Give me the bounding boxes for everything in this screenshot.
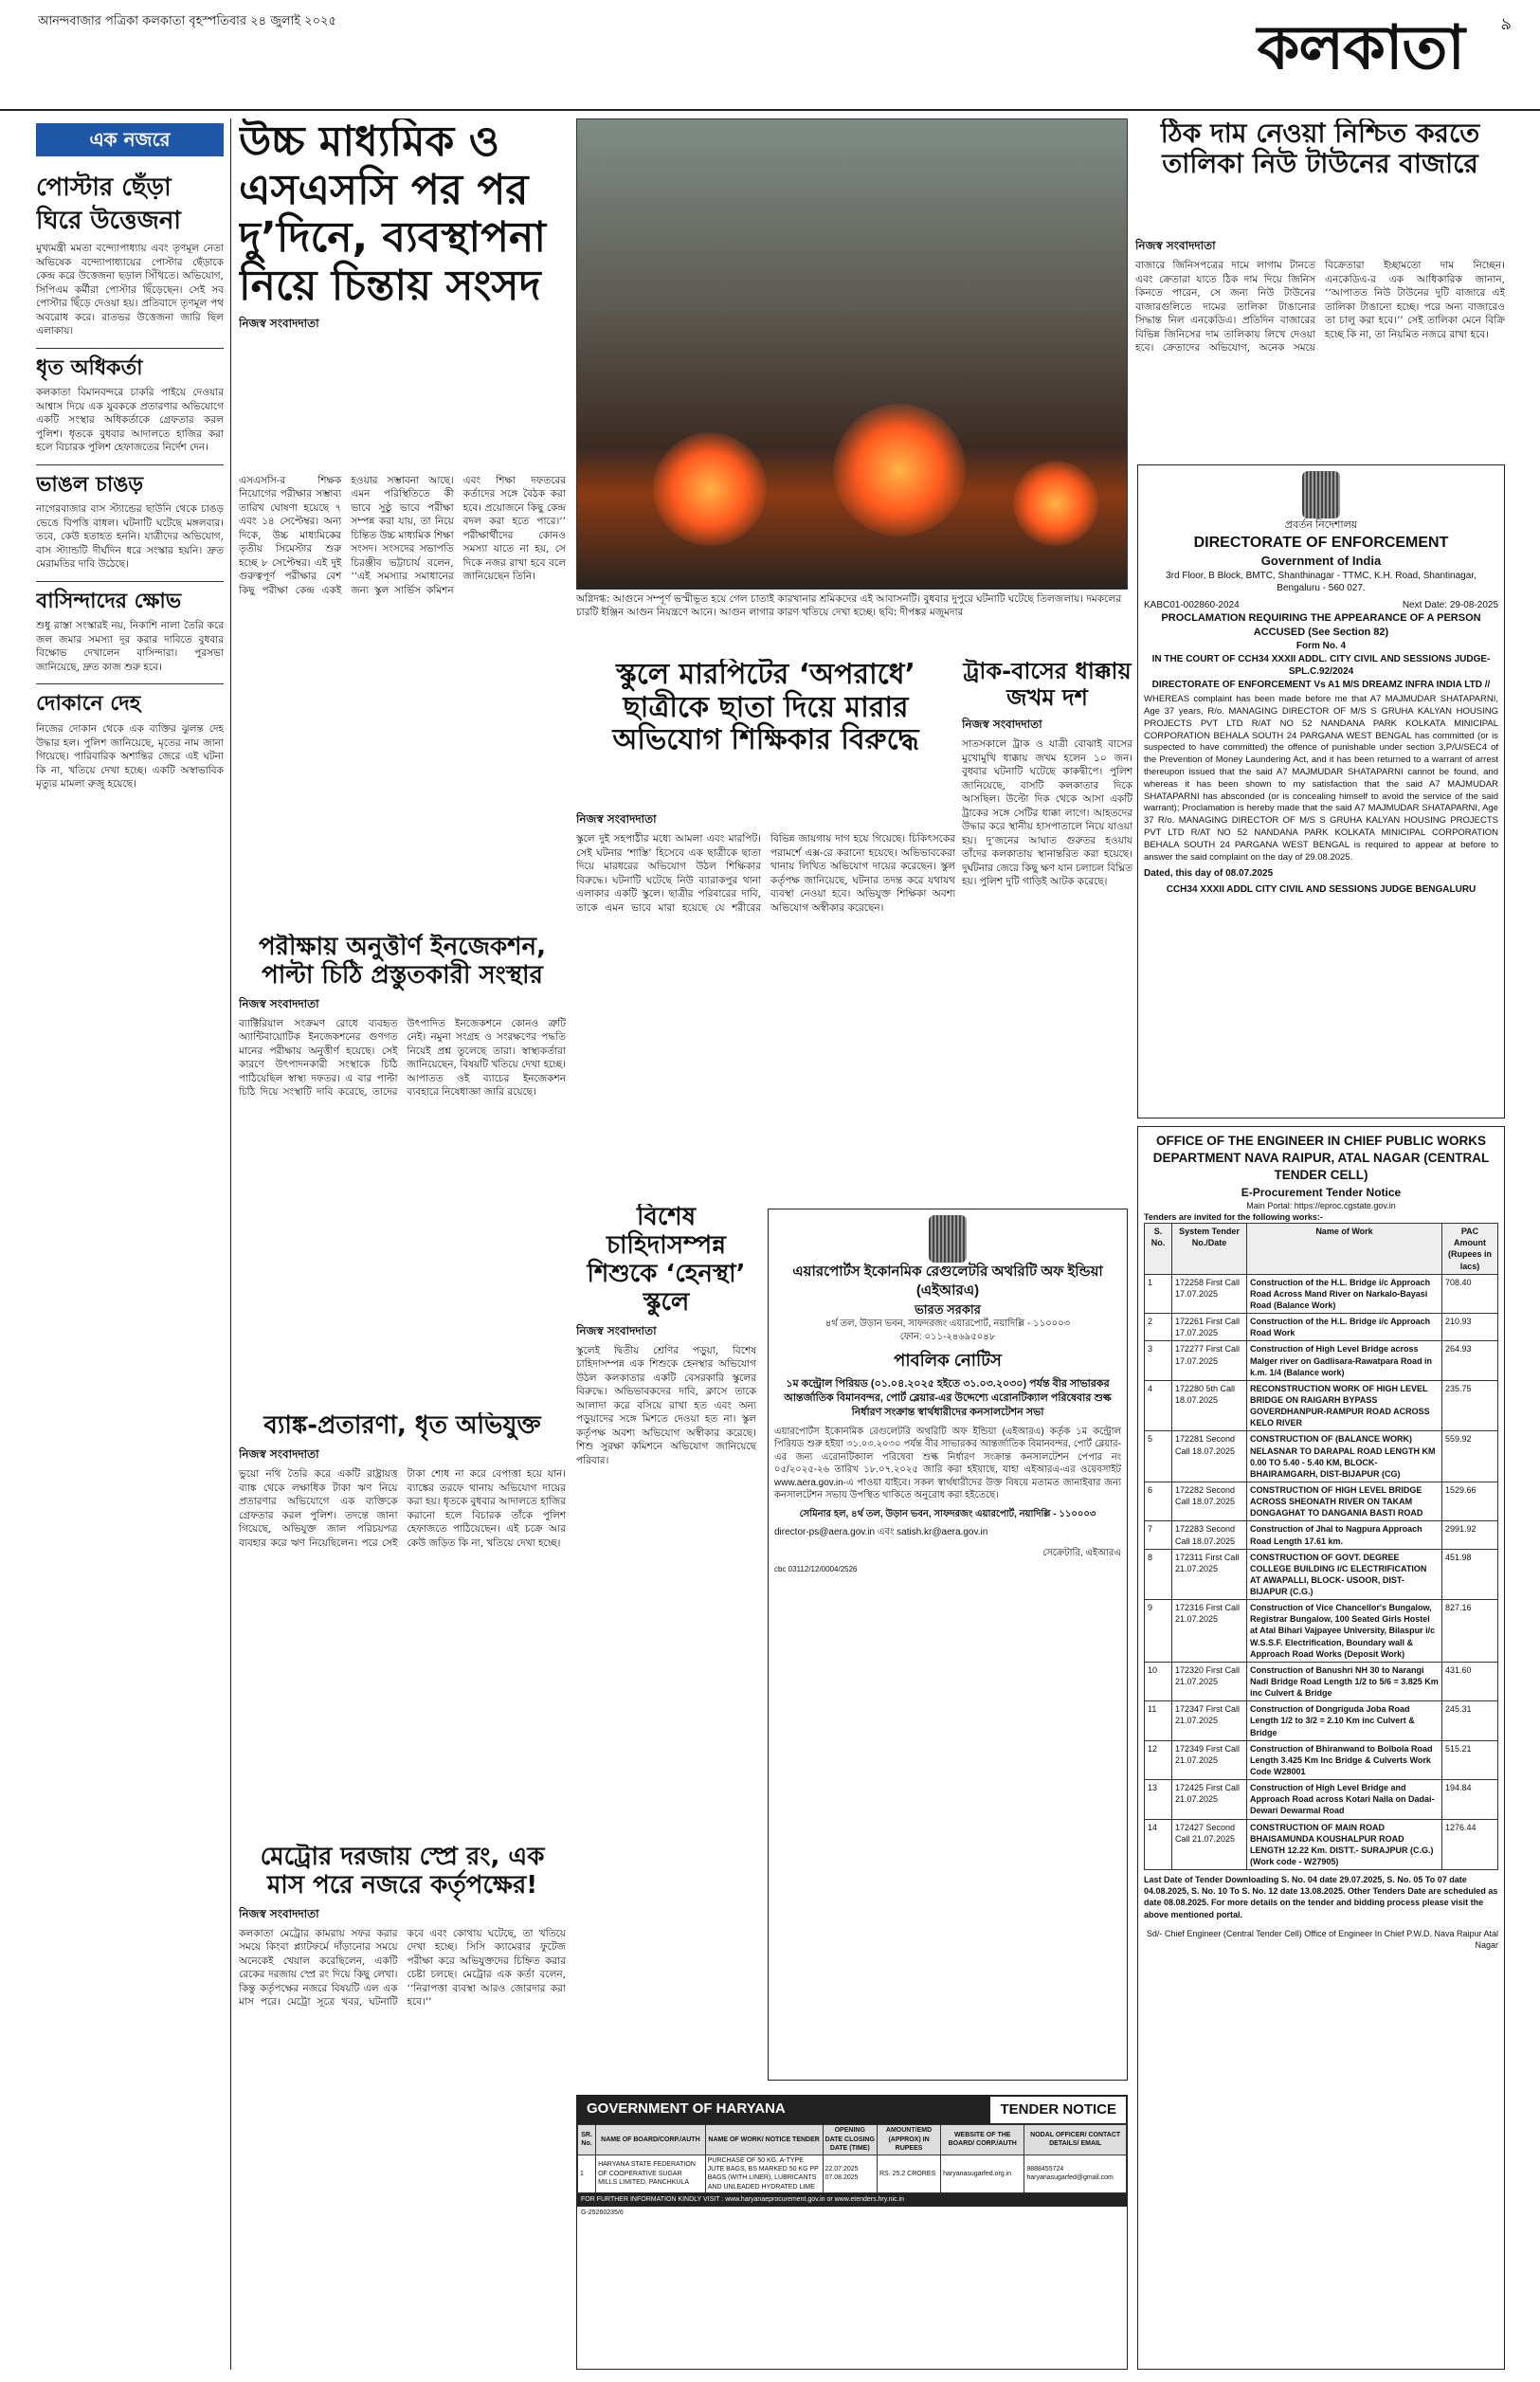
aera-text: এয়ারপোর্টস ইকোনমিক রেগুলেটরি অথরিটি অফ ইন্ডিয়া (এইআরএ) কর্তৃক ১ম কন্ট্রোল পিরিয়ড শুরু হইয়া ৩১.০৩.২০৩০ পর্যন্ত বীর সাভারকর আন্তর্জাতিক বিমানবন্দর, পোর্ট ব্লেয়ার-এর জন্য এরোনটিক্যাল পরিষেবা শুল্ক নির্ধারণ সংক্রান্ত কনসালটেশন পেপার নং ০৫/২০২৫-২৬ তারিখ ১৮.০৭.২০২৫ জারি করা হইয়াছে, যাহা এইআরএ-এর ওয়েবসাইট www.aera.gov.in-এ পাওয়া যাইবে। সকল স্বার্থধারীদের উক্ত বিষয়ে মতামত জানাইবার জন্য কনসালটেশন সভায় উপস্থিত থাকিতে অনুরোধ করা হইতেছে। bbox=[774, 1426, 1121, 1501]
table-cell: 172281 Second Call 18.07.2025 bbox=[1172, 1431, 1247, 1482]
bank-body: ভুয়ো নথি তৈরি করে একটি রাষ্ট্রায়ত্ত ব্যাঙ্ক থেকে লক্ষাধিক টাকা ঋণ নিয়ে প্রতারণার অভিযোগে এক ব্যক্তিকে গ্রেফতার করল পুলিশ। তদন্তে জানা গিয়েছে, অভিযুক্ত জাল পরিচয়পত্র ব্যবহার করে ঋণ নিয়েছিলেন। পরে সেই টাকা শোধ না করে বেপাত্তা হয়ে যান। ব্যাঙ্কের তরফে থানায় অভিযোগ দায়ের করা হয়। ধৃতকে বুধবার আদালতে হাজির করানো হলে বিচারক তাঁকে পুলিশ হেফাজতে পাঠিয়েছেন। এই চক্রে আর কেউ জড়িত কি না, খতিয়ে দেখা হচ্ছে। bbox=[239, 1468, 566, 1549]
table-row bbox=[1145, 1521, 1498, 1549]
metro-headline: মেট্রোর দরজায় স্প্রে রং, এক মাস পরে নজরে কর্তৃপক্ষের! bbox=[260, 1844, 545, 1900]
aera-notice-title: পাবলিক নোটিস bbox=[894, 1351, 1002, 1371]
bank-byline: নিজস্ব সংবাদদাতা bbox=[239, 1446, 319, 1461]
haryana-col-header: SR. No. bbox=[578, 2125, 596, 2155]
special-byline: নিজস্ব সংবাদদাতা bbox=[576, 1323, 657, 1337]
haryana-title: GOVERNMENT OF HARYANA bbox=[587, 2100, 786, 2117]
table-row bbox=[1145, 1314, 1498, 1341]
table-cell: 431.60 bbox=[1442, 1662, 1498, 1700]
tender-table bbox=[1144, 1223, 1498, 1870]
lead-byline: নিজস্ব সংবাদদাতা bbox=[239, 317, 319, 331]
tender-col-header: PAC Amount (Rupees in lacs) bbox=[1442, 1224, 1498, 1275]
table-row bbox=[1145, 1549, 1498, 1600]
table-cell: 1 bbox=[578, 2155, 596, 2193]
tender-title: OFFICE OF THE ENGINEER IN CHIEF PUBLIC WORKS DEPARTMENT NAVA RAIPUR, ATAL NAGAR (CENTRAL TENDER CELL) bbox=[1152, 1134, 1490, 1183]
right-headline-block bbox=[1135, 118, 1505, 227]
table-cell: 3 bbox=[1145, 1341, 1172, 1380]
table-cell: Construction of Vice Chancellor's Bungalow, Registrar Bungalow, 100 Seated Girls Hostel at Atal Bihari Vajpayee University, Bilaspur i/c W.S.S.F. Electrification, Boundary wall & Approach Road Works (Deposit Work) bbox=[1247, 1600, 1442, 1663]
table-cell: 172316 First Call 21.07.2025 bbox=[1172, 1600, 1247, 1663]
table-row bbox=[1145, 1701, 1498, 1740]
ed-ref: KABC01-002860-2024 bbox=[1144, 599, 1240, 610]
haryana-col-header: WEBSITE OF THE BOARD/ CORP./AUTH bbox=[941, 2125, 1024, 2155]
table-cell: 210.93 bbox=[1442, 1314, 1498, 1341]
school-story bbox=[576, 806, 955, 1185]
sidebar-item-title: দোকানে দেহ bbox=[36, 683, 224, 718]
aera-gov: ভারত সরকার bbox=[915, 1301, 981, 1317]
injection-byline: নিজস্ব সংবাদদাতা bbox=[239, 996, 319, 1010]
ed-dated: Dated, this day of 08.07.2025 bbox=[1144, 867, 1274, 879]
fire-flame bbox=[653, 432, 767, 546]
ed-title: PROCLAMATION REQUIRING THE APPEARANCE OF A PERSON ACCUSED (See Section 82) bbox=[1161, 612, 1481, 639]
table-row bbox=[1145, 1482, 1498, 1520]
table-cell: 235.75 bbox=[1442, 1380, 1498, 1431]
injection-story bbox=[239, 934, 566, 1389]
sidebar-item bbox=[36, 166, 224, 338]
tender-footer: Last Date of Tender Downloading S. No. 04 date 29.07.2025, S. No. 05 To 07 date 04.08.2025, S. No. 10 To S. No. 12 date 13.08.2025. Other Tenders Date are scheduled as date 08.08.2025. For more details on the tender and bidding process please visit the above mentioned portal. bbox=[1144, 1875, 1498, 1919]
table-row bbox=[1145, 1819, 1498, 1870]
ed-case: DIRECTORATE OF ENFORCEMENT Vs A1 M/S DREAMZ INFRA INDIA LTD // bbox=[1151, 679, 1491, 690]
ed-org: DIRECTORATE OF ENFORCEMENT bbox=[1193, 534, 1449, 551]
table-cell: 172425 First Call 21.07.2025 bbox=[1172, 1780, 1247, 1819]
tender-sign: Sd/- Chief Engineer (Central Tender Cell) Office of Engineer In Chief P.W.D. Nava Raipur Atal Nagar bbox=[1146, 1928, 1498, 1950]
table-cell: 172311 First Call 21.07.2025 bbox=[1172, 1549, 1247, 1600]
table-cell: Construction of the H.L. Bridge i/c Approach Road Work bbox=[1247, 1314, 1442, 1341]
date-line: আনন্দবাজার পত্রিকা কলকাতা বৃহস্পতিবার ২৪ জুলাই ২০২৫ bbox=[38, 14, 336, 28]
table-cell: 172349 First Call 21.07.2025 bbox=[1172, 1740, 1247, 1779]
haryana-footer: FOR FURTHER INFORMATION KINDLY VISIT : www.haryanaeprocurement.gov.in or www.etenders.hry.nic.in bbox=[577, 2193, 1127, 2206]
right-byline: নিজস্ব সংবাদদাতা bbox=[1135, 239, 1216, 252]
sidebar-item bbox=[36, 581, 224, 675]
haryana-col-header: AMOUNT/EMD (APPROX) IN RUPEES bbox=[878, 2125, 941, 2155]
haryana-col-header: NODAL OFFICER/ CONTACT DETAILS/ EMAIL bbox=[1024, 2125, 1127, 2155]
table-cell: PURCHASE OF 50 KG. A-TYPE JUTE BAGS, BS MARKED 50 KG PP BAGS (WITH LINER), LUBRICANTS AND UNLEADED HYDRATED LIME bbox=[705, 2155, 823, 2193]
truck-byline: নিজস্ব সংবাদদাতা bbox=[962, 718, 1042, 732]
table-cell: 7 bbox=[1145, 1521, 1172, 1549]
haryana-tender-label: TENDER NOTICE bbox=[989, 2096, 1127, 2124]
table-cell: Construction of the H.L. Bridge i/c Approach Road Across Mand River on Narkalo-Bayasi Road (Balance Work) bbox=[1247, 1274, 1442, 1313]
ashoka-emblem-icon bbox=[1302, 471, 1340, 518]
table-cell: 172283 Second Call 18.07.2025 bbox=[1172, 1521, 1247, 1549]
table-cell: RS. 25.2 CRORES bbox=[878, 2155, 941, 2193]
table-cell: haryanasugarfed.org.in bbox=[941, 2155, 1024, 2193]
pwd-tender-notice bbox=[1137, 1126, 1505, 2370]
table-cell: HARYANA STATE FEDERATION OF COOPERATIVE SUGAR MILLS LIMITED, PANCHKULA bbox=[596, 2155, 706, 2193]
aera-address: ৪র্থ তল, উড়ান ভবন, সাফদরজং এয়ারপোর্ট, নয়াদিল্লি - ১১০০০৩ bbox=[824, 1318, 1071, 1330]
aera-subject: ১ম কন্ট্রোল পিরিয়ড (০১.০৪.২০২৫ হইতে ৩১.০৩.২০৩০) পর্যন্ত বীর সাভারকর আন্তর্জাতিক বিমানবন্দর, পোর্ট ব্লেয়ার-এর উদ্দেশ্যে এরোনটিক্যাল পরিষেবার শুল্ক নির্ধারণ সংক্রান্ত স্বার্থধারীদের কনসালটেশন সভা bbox=[784, 1378, 1112, 1419]
sidebar-item-title: ধৃত অধিকর্তা bbox=[36, 348, 224, 383]
table-cell: Construction of Dongriguda Joba Road Length 1/2 to 3/2 = 2.10 Km inc Culvert & Bridge bbox=[1247, 1701, 1442, 1740]
table-cell: 245.31 bbox=[1442, 1701, 1498, 1740]
aera-phone: ফোন: ০১১-২৪৬৯৫০৪৮ bbox=[899, 1331, 996, 1342]
sidebar-item-text: নাগেরবাজার বাস স্ট্যান্ডের ছাউনি থেকে চাঙড় ভেঙে বিপত্তি বাধল। ঘটনাটি ঘটেছে মঙ্গলবার। তবে, কেউ হতাহত হননি। যাত্রীদের অভিযোগ, বাস স্ট্যান্ডটি দীর্ঘদিন ধরে সংস্কার হয়নি। দ্রুত মেরামতির দাবি উঠেছে। bbox=[36, 503, 224, 571]
sidebar-ek-najare bbox=[36, 123, 224, 2370]
table-cell: 827.16 bbox=[1442, 1600, 1498, 1663]
haryana-notice bbox=[576, 2095, 1128, 2370]
table-row bbox=[1145, 1274, 1498, 1313]
sidebar-item-text: নিজের দোকান থেকে এক ব্যক্তির ঝুলন্ত দেহ উদ্ধার হল। পুলিশ জানিয়েছে, মৃতের নাম জানা গিয়েছে। পারিবারিক অশান্তির জেরে এই ঘটনা কি না, খতিয়ে দেখা হচ্ছে। একটি অস্বাভাবিক মৃত্যুর মামলা রুজু হয়েছে। bbox=[36, 723, 224, 791]
school-headline-block bbox=[576, 659, 955, 801]
sidebar-item-title: ভাঙল চাঙড় bbox=[36, 464, 224, 500]
table-cell: 264.93 bbox=[1442, 1341, 1498, 1380]
table-cell: 451.98 bbox=[1442, 1549, 1498, 1600]
table-cell: 12 bbox=[1145, 1740, 1172, 1779]
table-cell: 194.84 bbox=[1442, 1780, 1498, 1819]
sidebar-item-title: বাসিন্দাদের ক্ষোভ bbox=[36, 581, 224, 616]
table-cell: 22.07.2025 07.08.2025 bbox=[823, 2155, 877, 2193]
table-cell: 9 bbox=[1145, 1600, 1172, 1663]
tender-col-header: Name of Work bbox=[1247, 1224, 1442, 1275]
sidebar-header: এক নজরে bbox=[36, 123, 224, 156]
truck-headline: ট্রাক-বাসের ধাক্কায় জখম দশ bbox=[963, 659, 1132, 711]
sidebar-item-text: শুধু রাস্তা সংস্কারই নয়, নিকাশি নালা তৈরি করে জল জমার সমস্যা দূর করার দাবিতে বুধবার বিক্ষোভ দেখালেন বাসিন্দারা। পুরসভা জানিয়েছে, দ্রুত কাজ শুরু হবে। bbox=[36, 620, 224, 673]
table-row bbox=[1145, 1380, 1498, 1431]
ed-text: WHEREAS complaint has been made before me that A7 MAJMUDAR SHATAPARNI, Age 37 years, R/o. MANAGING DIRECTOR OF M/S S GRUHA KALYAN HOUSING PROJECTS PVT LTD R/AT NO 52 NANDANA PARK KOLKATA MINICIPAL CORPORATION BEHALA SOUTH 24 PARGANA WEST BENGAL has committed (or is suspected to have committed) the offence of punishable under section 3,P/U/SEC4 of the Prevention of Money Laundering Act, and it has been returned to a warrant of arrest thereupon issued that the said A7 MAJMUDAR SHATAPARNI cannot be found, and whereas it has been shown to my satisfaction that the said A7 MAJMUDAR SHATAPARNI has absconded (or is concealing himself to avoid the service of the said warrant); Proclamation is hereby made that the said A7 MAJMUDAR SHATAPARNI, Age 37 R/o. MANAGING DIRECTOR OF M/S S GRUHA KALYAN HOUSING PROJECTS PVT LTD R/AT NO 52 NANDANA PARK KOLKATA MINICIPAL CORPORATION BEHALA SOUTH 24 PARGANA WEST BENGAL is required to appear at before to answer the said complaint on the day of 29.08.2025. bbox=[1144, 694, 1498, 863]
table-cell: 13 bbox=[1145, 1780, 1172, 1819]
table-cell: 2991.92 bbox=[1442, 1521, 1498, 1549]
table-cell: 172427 Second Call 21.07.2025 bbox=[1172, 1819, 1247, 1870]
table-cell: 708.40 bbox=[1442, 1274, 1498, 1313]
table-cell: 515.21 bbox=[1442, 1740, 1498, 1779]
table-cell: 1276.44 bbox=[1442, 1819, 1498, 1870]
right-body: বাজারে জিনিসপত্রের দামে লাগাম টানতে এবং ক্রেতারা যাতে ঠিক দাম দিয়ে জিনিস কিনতে পারেন, সে জন্য নিউ টাউনের বাজারগুলিতে দামের তালিকা টাঙানোর সিদ্ধান্ত নিল এনকেডিএ। প্রতিদিন বাজারের বিভিন্ন জিনিসের দাম তালিকায় লিখে দেওয়া হবে। ক্রেতাদের অভিযোগ, অনেক সময়ে বিক্রেতারা ইচ্ছামতো দাম নিচ্ছেন। এনকেডিএ-র এক আধিকারিক জানান, ‘‘আপাতত নিউ টাউনের দুটি বাজারে এই তালিকা টাঙানো হচ্ছে। পরে অন্য বাজারেও তা চালু করা হবে।’’ সেই তালিকা মেনে বিক্রি হচ্ছে কি না, তা নিয়মিত নজরে রাখা হবে। bbox=[1135, 260, 1505, 355]
table-cell: Construction of Jhal to Nagpura Approach Road Length 17.61 km. bbox=[1247, 1521, 1442, 1549]
truck-story bbox=[962, 659, 1132, 1161]
page-number: ৯ bbox=[1500, 14, 1512, 34]
haryana-col-header: NAME OF BOARD/CORP./AUTH bbox=[596, 2125, 706, 2155]
bank-headline: ব্যাঙ্ক-প্রতারণা, ধৃত অভিযুক্ত bbox=[263, 1412, 541, 1440]
sidebar-item bbox=[36, 348, 224, 455]
metro-body: কলকাতা মেট্রোর কামরায় সফর করার সময়ে কিংবা প্ল্যাটফর্মে দাঁড়ানোর সময়ে অনেকেই খেয়াল করেছিলেন, একটি রেকের দরজায় স্প্রে রং দিয়ে কিছু লেখা। কিন্তু কর্তৃপক্ষের নজরে বিষয়টি এল এক মাস পরে। মেট্রো সূত্রে খবর, ঘটনাটি কবে এবং কোথায় ঘটেছে, তা খতিয়ে দেখা হচ্ছে। সিসি ক্যামেরার ফুটেজ পরীক্ষা করে অভিযুক্তদের চিহ্নিত করার চেষ্টা চলছে। মেট্রোর এক কর্তা বলেন, ‘‘নিরাপত্তা ব্যবস্থা আরও জোরদার করা হবে।’’ bbox=[239, 1927, 566, 2009]
ed-notice bbox=[1137, 464, 1505, 1118]
table-cell: CONSTRUCTION OF (BALANCE WORK) NELASNAR TO DARAPAL ROAD LENGTH KM 0.00 TO 5.40 - 5.40 KM, BLOCK- BHAIRAMGARH, DIST-BIJAPUR (CG) bbox=[1247, 1431, 1442, 1482]
table-row bbox=[578, 2155, 1127, 2193]
lead-headline-block bbox=[239, 118, 566, 469]
fire-photo bbox=[576, 118, 1128, 590]
table-cell: 14 bbox=[1145, 1819, 1172, 1870]
table-row bbox=[1145, 1341, 1498, 1380]
table-cell: 10 bbox=[1145, 1662, 1172, 1700]
aera-code: cbc 03112/12/0004/2526 bbox=[774, 1565, 858, 1574]
aera-venue: সেমিনার হল, ৪র্থ তল, উড়ান ভবন, সাফদরজং এয়ারপোর্ট, নয়াদিল্লি - ১১০০০৩ bbox=[799, 1508, 1096, 1519]
injection-body: ব্যাক্টিরিয়াল সংক্রমণ রোধে ব্যবহৃত অ্যান্টিবায়োটিক ইনজেকশনের গুণগত মানের পরীক্ষায় অনুত্তীর্ণ হয়েছে। সেই কারণে উৎপাদনকারী সংস্থাকে চিঠি পাঠিয়েছিল স্বাস্থ্য দফতর। এ বার পাল্টা চিঠি দিয়ে সংস্থাটি দাবি করেছে, তাদের উৎপাদিত ইনজেকশনে কোনও ত্রুটি নেই। নমুনা সংগ্রহ ও সংরক্ষণের পদ্ধতি নিয়েই প্রশ্ন তুলেছে তারা। স্বাস্থ্যকর্তারা জানিয়েছেন, বিষয়টি খতিয়ে দেখা হচ্ছে। আপাতত ওই ব্যাচের ইনজেকশন ব্যবহারে নিষেধাজ্ঞা জারি রয়েছে। bbox=[239, 1017, 566, 1099]
aera-notice bbox=[768, 1209, 1128, 2081]
lead-body: এসএসসি-র শিক্ষক নিয়োগের পরীক্ষার সম্ভাব্য তারিখ ঘোষণা হয়েছে ৭ এবং ১৪ সেপ্টেম্বর। অন্য দিকে, উচ্চ মাধ্যমিকের তৃতীয় সিমেস্টার শুরু হচ্ছে ৮ সেপ্টেম্বর। এই দুই গুরুত্বপূর্ণ পরীক্ষার বেশ কিছু পরীক্ষা কেন্দ্র একই হওয়ার সম্ভাবনা আছে। এমন পরিস্থিতিতে কী ভাবে সুষ্ঠু ভাবে পরীক্ষা সম্পন্ন করা যায়, তা নিয়ে চিন্তিত উচ্চ মাধ্যমিক শিক্ষা সংসদ। সংসদের সভাপতি চিরঞ্জীব ভট্টাচার্য বলেন, ‘‘এই সমস্যার সমাধানের জন্য স্কুল সার্ভিস কমিশন এবং শিক্ষা দফতরের কর্তাদের সঙ্গে বৈঠক করা হবে। প্রয়োজনে কিছু কেন্দ্র বদল করা হতে পারে।’’ পরীক্ষার্থীদের কোনও সমস্যা যাতে না হয়, সে দিকে নজর রাখা হবে বলে জানিয়েছেন তিনি। bbox=[239, 475, 566, 596]
masthead bbox=[0, 0, 1540, 111]
tender-col-header: System Tender No./Date bbox=[1172, 1224, 1247, 1275]
table-cell: Construction of High Level Bridge across Malger river on Gadlisara-Rawatpara Road in k.m. 1/4 (Balance work) bbox=[1247, 1341, 1442, 1380]
right-headline: ঠিক দাম নেওয়া নিশ্চিত করতে তালিকা নিউ টাউনের বাজারে bbox=[1160, 118, 1480, 180]
injection-headline: পরীক্ষায় অনুত্তীর্ণ ইনজেকশন, পাল্টা চিঠি প্রস্তুতকারী সংস্থার bbox=[259, 934, 546, 990]
lead-headline: উচ্চ মাধ্যমিক ও এসএসসি পর পর দু’দিনে, ব্যবস্থাপনা নিয়ে চিন্তায় সংসদ bbox=[239, 118, 547, 310]
ed-sign: CCH34 XXXII ADDL CITY CIVIL AND SESSIONS JUDGE BENGALURU bbox=[1166, 884, 1477, 896]
sidebar-item bbox=[36, 464, 224, 572]
metro-byline: নিজস্ব সংবাদদাতা bbox=[239, 1906, 319, 1920]
truck-body: সাতসকালে ট্রাক ও যাত্রী বোঝাই বাসের মুখোমুখি ধাক্কায় জখম হলেন ১০ জন। বুধবার ঘটনাটি ঘটেছে কাকদ্বীপে। পুলিশ জানিয়েছে, বাসটি কলকাতার দিকে আসছিল। উল্টো দিক থেকে আসা একটি ট্রাকের সঙ্গে সেটির ধাক্কা লাগে। আহতদের উদ্ধার করে স্থানীয় হাসপাতালে নিয়ে যাওয়া হয়। দু’জনের আঘাত গুরুতর হওয়ায় তাঁদের কলকাতায় স্থানান্তরিত করা হয়েছে। দুর্ঘটনার জেরে কিছু ক্ষণ যান চলাচল বিঘ্নিত হয়। পুলিশ দুটি গাড়িই আটক করেছে। bbox=[962, 738, 1132, 888]
table-row bbox=[1145, 1431, 1498, 1482]
tender-col-header: S. No. bbox=[1145, 1224, 1172, 1275]
ed-gov: Government of India bbox=[1260, 554, 1382, 569]
aera-email: director-ps@aera.gov.in এবং satish.kr@aera.gov.in bbox=[774, 1527, 988, 1538]
sidebar-item-text: কলকাতা বিমানবন্দরে চাকরি পাইয়ে দেওয়ার আশ্বাস দিয়ে এক যুবককে প্রতারণার অভিযোগে একটি সংস্থার অধিকর্তাকে গ্রেফতার করল পুলিশ। ধৃতকে বুধবার আদালতে হাজির করা হলে বিচারক পুলিশ হেফাজতের নির্দেশ দেন। bbox=[36, 387, 224, 454]
table-cell: 2 bbox=[1145, 1314, 1172, 1341]
special-story bbox=[576, 1204, 756, 2076]
table-cell: 172320 First Call 21.07.2025 bbox=[1172, 1662, 1247, 1700]
table-cell: CONSTRUCTION OF HIGH LEVEL BRIDGE ACROSS SHEONATH RIVER ON TAKAM DONGAGHAT TO DANGANIA BASTI ROAD bbox=[1247, 1482, 1442, 1520]
ed-address: 3rd Floor, B Block, BMTC, Shanthinagar - TTMC, K.H. Road, Shantinagar, Bengaluru - 560 027. bbox=[1166, 570, 1477, 594]
table-cell: 4 bbox=[1145, 1380, 1172, 1431]
table-row bbox=[1145, 1780, 1498, 1819]
table-row bbox=[1145, 1740, 1498, 1779]
haryana-code: G-25260235/6 bbox=[581, 2209, 624, 2216]
aera-title: এয়ারপোর্টস ইকোনমিক রেগুলেটরি অথরিটি অফ ইন্ডিয়া (এইআরএ) bbox=[792, 1264, 1103, 1300]
ed-form: Form No. 4 bbox=[1295, 641, 1347, 652]
table-cell: Construction of Bhiranwand to Bolbola Road Length 3.425 Km Inc Bridge & Culverts Work Code W28001 bbox=[1247, 1740, 1442, 1779]
table-cell: 172277 First Call 17.07.2025 bbox=[1172, 1341, 1247, 1380]
table-cell: Construction of High Level Bridge and Approach Road across Kotari Nalla on Dadai-Dewari Dewarmal Road bbox=[1247, 1780, 1442, 1819]
special-body: স্কুলেই দ্বিতীয় শ্রেণির পড়ুয়া, বিশেষ চাহিদাসম্পন্ন এক শিশুকে হেনস্থার অভিযোগ উঠল কলকাতার একটি বেসরকারি স্কুলের বিরুদ্ধে। অভিভাবকদের দাবি, ক্লাসে তাকে আলাদা করে বসিয়ে রাখা হত এবং অন্য পড়ুয়াদের সঙ্গে মিশতে দেওয়া হত না। স্কুল কর্তৃপক্ষ অবশ্য অভিযোগ অস্বীকার করেছে। শিশু সুরক্ষা কমিশনে অভিযোগ জানিয়েছে পরিবার। bbox=[576, 1344, 756, 1466]
photo-caption: অগ্নিদগ্ধ: আগুনে সম্পূর্ণ ভস্মীভূত হয়ে গেল চাতাই কারখানার শ্রমিকদের এই আবাসনটি। বুধবার দুপুরে ঘটনাটি ঘটেছে তিলজলায়। দমকলের চারটি ইঞ্জিন আগুন নিয়ন্ত্রণে আনে। আগুন লাগার কারণ খতিয়ে দেখা হচ্ছে। ছবি: দীপঙ্কর মজুমদার bbox=[576, 593, 1121, 619]
table-cell: 8 bbox=[1145, 1549, 1172, 1600]
aera-sign: সেক্রেটারি, এইআরএ bbox=[1042, 1547, 1121, 1558]
table-cell: 5 bbox=[1145, 1431, 1172, 1482]
tender-portal: Main Portal: https://eproc.cgstate.gov.in bbox=[1246, 1200, 1396, 1210]
table-cell: 172347 First Call 21.07.2025 bbox=[1172, 1701, 1247, 1740]
sidebar-item bbox=[36, 683, 224, 791]
school-headline: স্কুলে মারপিটের ‘অপরাধে’ ছাত্রীকে ছাতা দিয়ে মারার অভিযোগ শিক্ষিকার বিরুদ্ধে bbox=[612, 659, 919, 756]
table-cell: 9888455724 haryanasugarfed@gmail.com bbox=[1024, 2155, 1127, 2193]
table-cell: 172282 Second Call 18.07.2025 bbox=[1172, 1482, 1247, 1520]
tender-intro: Tenders are invited for the following works:- bbox=[1144, 1211, 1323, 1222]
ashoka-emblem-icon bbox=[929, 1215, 967, 1263]
table-cell: 6 bbox=[1145, 1482, 1172, 1520]
section-title: কলকাতা bbox=[1257, 13, 1464, 83]
school-body: স্কুলে দুই সহপাঠীর মধ্যে আমলা এবং মারপিট। সেই ঘটনার ‘শাস্তি’ হিসেবে এক ছাত্রীকে ছাতা দিয়ে মারধরের অভিযোগ উঠল শিক্ষিকার বিরুদ্ধে। ঘটনাটি ঘটেছে নিউ ব্যারাকপুর থানা এলাকার একটি স্কুলে। ছাত্রীর পরিবারের দাবি, তাকে এমন ভাবে মারা হয়েছে যে শরীরের বিভিন্ন জায়গায় দাগ হয়ে গিয়েছে। চিকিৎসকের পরামর্শে এক্স-রে করানো হয়েছে। অভিভাবকেরা থানায় লিখিত অভিযোগ দায়ের করেছেন। স্কুল কর্তৃপক্ষ জানিয়েছে, ঘটনার তদন্ত করে যথাযথ ব্যবস্থা নেওয়া হবে। অভিযুক্ত শিক্ষিকা অবশ্য অভিযোগ অস্বীকার করেছেন। bbox=[576, 833, 955, 914]
table-cell: 1 bbox=[1145, 1274, 1172, 1313]
column-rule bbox=[230, 118, 231, 2370]
fire-flame bbox=[833, 404, 966, 536]
right-story bbox=[1135, 232, 1505, 460]
table-cell: Construction of Banushri NH 30 to Narangi Nadi Bridge Road Length 1/2 to 5/6 = 3.825 Km inc Culvert & Bridge bbox=[1247, 1662, 1442, 1700]
school-byline: নিজস্ব সংবাদদাতা bbox=[576, 812, 657, 826]
table-cell: RECONSTRUCTION WORK OF HIGH LEVEL BRIDGE ON RAIGARH BYPASS GOVERDHANPUR-RAMPUR ROAD ACROSS KELO RIVER bbox=[1247, 1380, 1442, 1431]
haryana-table bbox=[577, 2124, 1127, 2193]
haryana-col-header: OPENING DATE CLOSING DATE (TIME) bbox=[823, 2125, 877, 2155]
table-cell: 559.92 bbox=[1442, 1431, 1498, 1482]
table-cell: 11 bbox=[1145, 1701, 1172, 1740]
metro-story bbox=[239, 1844, 566, 2370]
ed-court: IN THE COURT OF CCH34 XXXII ADDL. CITY CIVIL AND SESSIONS JUDGE-SPL.C.92/2024 bbox=[1151, 653, 1491, 678]
bank-story bbox=[239, 1412, 566, 1820]
fire-flame bbox=[1013, 461, 1098, 546]
ed-next-date: Next Date: 29-08-2025 bbox=[1402, 599, 1498, 610]
tender-sub: E-Procurement Tender Notice bbox=[1241, 1185, 1402, 1199]
table-cell: CONSTRUCTION OF MAIN ROAD BHAISAMUNDA KOUSHALPUR ROAD LENGTH 12.22 Km. DISTT.- SURAJPUR (C.G.) (Work code - W27905) bbox=[1247, 1819, 1442, 1870]
table-cell: 172280 5th Call 18.07.2025 bbox=[1172, 1380, 1247, 1431]
table-row bbox=[1145, 1600, 1498, 1663]
haryana-col-header: NAME OF WORK/ NOTICE TENDER bbox=[705, 2125, 823, 2155]
table-cell: 172258 First Call 17.07.2025 bbox=[1172, 1274, 1247, 1313]
ed-label: প্রবর্তন নিদেশালয় bbox=[1284, 519, 1358, 531]
special-headline: বিশেষ চাহিদাসম্পন্ন শিশুকে ‘হেনস্থা’ স্কুলে bbox=[587, 1204, 746, 1317]
sidebar-item-title: পোস্টার ছেঁড়া ঘিরে উত্তেজনা bbox=[36, 173, 181, 236]
table-cell: 1529.66 bbox=[1442, 1482, 1498, 1520]
table-cell: CONSTRUCTION OF GOVT. DEGREE COLLEGE BUILDING I/C ELECTRIFICATION AT AWAPALLI, BLOCK- USOOR, DIST- BIJAPUR (C.G.) bbox=[1247, 1549, 1442, 1600]
sidebar-item-text: মুখ্যমন্ত্রী মমতা বন্দ্যোপাধ্যায় এবং তৃণমূল নেতা অভিষেক বন্দ্যোপাধ্যায়ের পোস্টার ছেঁড়াকে কেন্দ্র করে উত্তেজনা ছড়াল সিঁথিতে। অভিযোগ, সিপিএম কর্মীরা পোস্টার ছিঁড়েছেন। সেই সব পোস্টার ছিঁড়ে দেওয়া হয়। প্রতিবাদে তৃণমূল পথ অবরোধ করে। রাতভর উত্তেজনা জারি ছিল এলাকায়। bbox=[36, 243, 224, 337]
table-cell: 172261 First Call 17.07.2025 bbox=[1172, 1314, 1247, 1341]
table-row bbox=[1145, 1662, 1498, 1700]
